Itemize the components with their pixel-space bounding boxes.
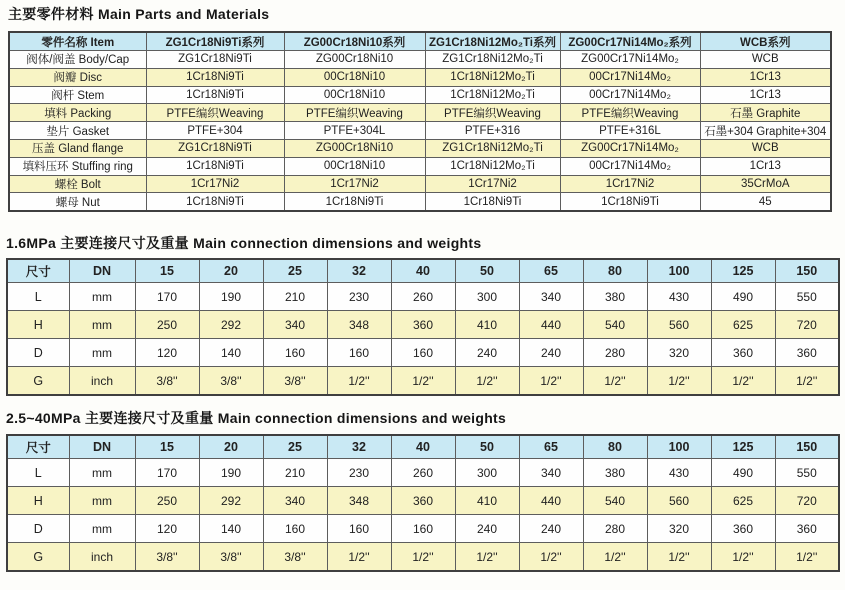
row-label: D xyxy=(7,515,69,543)
table-cell: 石墨 Graphite xyxy=(700,104,831,122)
table-cell: PTFE+304L xyxy=(284,122,425,140)
table-cell: 360 xyxy=(391,311,455,339)
table-cell: 1Cr13 xyxy=(700,68,831,86)
table-cell: 1/2'' xyxy=(775,543,839,572)
table-cell: 3/8'' xyxy=(199,543,263,572)
table-cell: 540 xyxy=(583,487,647,515)
table-cell: 720 xyxy=(775,487,839,515)
table-cell: 1/2'' xyxy=(775,367,839,396)
table-row xyxy=(9,51,831,69)
table-cell: ZG00Cr18Ni10 xyxy=(284,139,425,157)
column-header: 50 xyxy=(455,435,519,459)
column-header: 80 xyxy=(583,435,647,459)
table-cell: WCB xyxy=(700,51,831,69)
table-row xyxy=(9,193,831,211)
row-label: 阀杆 Stem xyxy=(9,86,146,104)
column-header: 尺寸 xyxy=(7,259,69,283)
table-cell: 280 xyxy=(583,339,647,367)
table-row xyxy=(7,487,839,515)
column-header: 65 xyxy=(519,435,583,459)
table-cell: mm xyxy=(69,283,135,311)
table-cell: 240 xyxy=(455,339,519,367)
table-cell: inch xyxy=(69,543,135,572)
column-header: WCB系列 xyxy=(700,32,831,51)
table-cell: 1/2'' xyxy=(391,543,455,572)
table-cell: 1Cr18Ni12Mo₂Ti xyxy=(425,86,560,104)
row-label: D xyxy=(7,339,69,367)
table-cell: mm xyxy=(69,487,135,515)
column-header: 25 xyxy=(263,435,327,459)
column-header: DN xyxy=(69,259,135,283)
table-row xyxy=(9,122,831,140)
table-cell: 250 xyxy=(135,311,199,339)
column-header: 100 xyxy=(647,435,711,459)
table-cell: 280 xyxy=(583,515,647,543)
table-cell: 1Cr17Ni2 xyxy=(425,175,560,193)
table-cell: 292 xyxy=(199,487,263,515)
table-cell: ZG1Cr18Ni12Mo₂Ti xyxy=(425,51,560,69)
table-cell: 00Cr18Ni10 xyxy=(284,68,425,86)
table-cell: mm xyxy=(69,459,135,487)
table-row xyxy=(7,515,839,543)
table-cell: 120 xyxy=(135,515,199,543)
table-cell: 1Cr18Ni9Ti xyxy=(425,193,560,211)
table-cell: mm xyxy=(69,339,135,367)
table-row xyxy=(9,104,831,122)
row-label: G xyxy=(7,367,69,396)
table-cell: WCB xyxy=(700,139,831,157)
table-cell: 230 xyxy=(327,283,391,311)
table-cell: 1Cr18Ni12Mo₂Ti xyxy=(425,68,560,86)
column-header: 50 xyxy=(455,259,519,283)
table-cell: 550 xyxy=(775,459,839,487)
table-cell: 3/8'' xyxy=(199,367,263,396)
dimensions-2-5-40mpa-section-title: 2.5~40MPa 主要连接尺寸及重量 Main connection dimensions and weights xyxy=(6,410,507,426)
table-cell: 1/2'' xyxy=(583,543,647,572)
table-cell: 260 xyxy=(391,459,455,487)
table-cell: 00Cr17Ni14Mo₂ xyxy=(560,68,700,86)
table-row xyxy=(7,311,839,339)
table-cell: 340 xyxy=(263,311,327,339)
table-cell: 1Cr17Ni2 xyxy=(284,175,425,193)
table-cell: 1Cr13 xyxy=(700,157,831,175)
table-row xyxy=(7,543,839,572)
table-cell: ZG1Cr18Ni12Mo₂Ti xyxy=(425,139,560,157)
row-label: H xyxy=(7,311,69,339)
column-header: 15 xyxy=(135,435,199,459)
table-cell: 3/8'' xyxy=(263,543,327,572)
table-cell: 1/2'' xyxy=(327,543,391,572)
table-cell: ZG1Cr18Ni9Ti xyxy=(146,51,284,69)
table-cell: 00Cr17Ni14Mo₂ xyxy=(560,157,700,175)
row-label: 压盖 Gland flange xyxy=(9,139,146,157)
table-cell: 540 xyxy=(583,311,647,339)
column-header: 40 xyxy=(391,435,455,459)
table-cell: 300 xyxy=(455,283,519,311)
table-cell: 360 xyxy=(391,487,455,515)
table-cell: inch xyxy=(69,367,135,396)
table-cell: ZG00Cr17Ni14Mo₂ xyxy=(560,51,700,69)
table-cell: 3/8'' xyxy=(135,367,199,396)
table-cell: 1/2'' xyxy=(455,367,519,396)
row-label: L xyxy=(7,459,69,487)
table-cell: 170 xyxy=(135,459,199,487)
table-cell: 210 xyxy=(263,459,327,487)
table-cell: mm xyxy=(69,515,135,543)
table-cell: 340 xyxy=(263,487,327,515)
table-cell: 140 xyxy=(199,515,263,543)
table-cell: 190 xyxy=(199,283,263,311)
table-cell: ZG00Cr17Ni14Mo₂ xyxy=(560,139,700,157)
row-label: 阀瓣 Disc xyxy=(9,68,146,86)
table-cell: 1Cr18Ni9Ti xyxy=(146,157,284,175)
table-cell: 300 xyxy=(455,459,519,487)
column-header: ZG1Cr18Ni9Ti系列 xyxy=(146,32,284,51)
table-cell: 348 xyxy=(327,487,391,515)
materials-section-title: 主要零件材料 Main Parts and Materials xyxy=(8,6,270,22)
table-cell: 3/8'' xyxy=(263,367,327,396)
table-cell: 1/2'' xyxy=(647,367,711,396)
table-row xyxy=(7,283,839,311)
column-header: 65 xyxy=(519,259,583,283)
dimensions-1-6mpa-section-title: 1.6MPa 主要连接尺寸及重量 Main connection dimensions and weights xyxy=(6,235,482,251)
table-cell: 340 xyxy=(519,283,583,311)
row-label: G xyxy=(7,543,69,572)
table-cell: 430 xyxy=(647,459,711,487)
table-cell: 00Cr18Ni10 xyxy=(284,157,425,175)
table-row xyxy=(9,157,831,175)
materials-header-row xyxy=(9,32,831,51)
table-row xyxy=(7,367,839,396)
column-header: 125 xyxy=(711,259,775,283)
table-cell: 160 xyxy=(263,515,327,543)
table-cell: 1Cr17Ni2 xyxy=(560,175,700,193)
table-cell: 1Cr18Ni9Ti xyxy=(560,193,700,211)
row-label: 螺栓 Bolt xyxy=(9,175,146,193)
row-label: 填料压环 Stuffing ring xyxy=(9,157,146,175)
table-cell: 240 xyxy=(455,515,519,543)
table-cell: 440 xyxy=(519,311,583,339)
table-cell: 1/2'' xyxy=(391,367,455,396)
table-cell: 560 xyxy=(647,311,711,339)
table-cell: 490 xyxy=(711,283,775,311)
table-cell: 1Cr18Ni9Ti xyxy=(284,193,425,211)
dimensions-header-row xyxy=(7,259,839,283)
column-header: 零件名称 Item xyxy=(9,32,146,51)
column-header: 尺寸 xyxy=(7,435,69,459)
row-label: 螺母 Nut xyxy=(9,193,146,211)
table-cell: PTFE+316 xyxy=(425,122,560,140)
table-cell: 360 xyxy=(711,339,775,367)
table-cell: 00Cr18Ni10 xyxy=(284,86,425,104)
table-cell: 190 xyxy=(199,459,263,487)
table-cell: 550 xyxy=(775,283,839,311)
table-cell: 230 xyxy=(327,459,391,487)
row-label: 阀体/阀盖 Body/Cap xyxy=(9,51,146,69)
table-cell: 石墨+304 Graphite+304 xyxy=(700,122,831,140)
table-cell: 380 xyxy=(583,283,647,311)
table-row xyxy=(7,339,839,367)
table-row xyxy=(9,86,831,104)
table-cell: 360 xyxy=(775,515,839,543)
table-cell: 3/8'' xyxy=(135,543,199,572)
table-cell: 440 xyxy=(519,487,583,515)
table-cell: 1Cr18Ni9Ti xyxy=(146,86,284,104)
table-cell: PTFE编织Weaving xyxy=(284,104,425,122)
table-cell: 1/2'' xyxy=(327,367,391,396)
column-header: 32 xyxy=(327,435,391,459)
table-cell: PTFE编织Weaving xyxy=(425,104,560,122)
dimensions-table-1-6mpa xyxy=(6,258,840,396)
table-cell: 1Cr18Ni9Ti xyxy=(146,193,284,211)
table-cell: PTFE编织Weaving xyxy=(560,104,700,122)
table-row xyxy=(7,459,839,487)
table-cell: 240 xyxy=(519,339,583,367)
column-header: DN xyxy=(69,435,135,459)
table-cell: 320 xyxy=(647,339,711,367)
table-cell: 292 xyxy=(199,311,263,339)
table-cell: 340 xyxy=(519,459,583,487)
table-cell: 560 xyxy=(647,487,711,515)
table-cell: 120 xyxy=(135,339,199,367)
table-cell: 1Cr17Ni2 xyxy=(146,175,284,193)
column-header: 100 xyxy=(647,259,711,283)
table-cell: 360 xyxy=(775,339,839,367)
column-header: 15 xyxy=(135,259,199,283)
table-cell: 1/2'' xyxy=(711,543,775,572)
table-cell: mm xyxy=(69,311,135,339)
table-cell: 140 xyxy=(199,339,263,367)
column-header: 32 xyxy=(327,259,391,283)
table-cell: 410 xyxy=(455,311,519,339)
table-cell: 625 xyxy=(711,487,775,515)
table-cell: 160 xyxy=(327,515,391,543)
table-cell: 625 xyxy=(711,311,775,339)
table-cell: 1Cr18Ni12Mo₂Ti xyxy=(425,157,560,175)
table-cell: 1/2'' xyxy=(711,367,775,396)
table-cell: ZG00Cr18Ni10 xyxy=(284,51,425,69)
table-cell: 1Cr18Ni9Ti xyxy=(146,68,284,86)
column-header: 80 xyxy=(583,259,647,283)
table-cell: 348 xyxy=(327,311,391,339)
table-cell: ZG1Cr18Ni9Ti xyxy=(146,139,284,157)
dimensions-table-2-5-40mpa xyxy=(6,434,840,572)
table-cell: 1/2'' xyxy=(647,543,711,572)
table-cell: 160 xyxy=(327,339,391,367)
row-label: 垫片 Gasket xyxy=(9,122,146,140)
column-header: 20 xyxy=(199,259,263,283)
table-cell: 1/2'' xyxy=(455,543,519,572)
column-header: 125 xyxy=(711,435,775,459)
table-row xyxy=(9,175,831,193)
table-cell: 210 xyxy=(263,283,327,311)
table-cell: 1Cr13 xyxy=(700,86,831,104)
column-header: ZG00Cr18Ni10系列 xyxy=(284,32,425,51)
column-header: 25 xyxy=(263,259,327,283)
column-header: 150 xyxy=(775,435,839,459)
table-cell: 170 xyxy=(135,283,199,311)
table-cell: 1/2'' xyxy=(519,543,583,572)
table-cell: 160 xyxy=(391,515,455,543)
column-header: ZG00Cr17Ni14Mo₂系列 xyxy=(560,32,700,51)
table-cell: 250 xyxy=(135,487,199,515)
table-row xyxy=(9,139,831,157)
table-cell: 260 xyxy=(391,283,455,311)
table-cell: 240 xyxy=(519,515,583,543)
row-label: L xyxy=(7,283,69,311)
table-cell: 1/2'' xyxy=(583,367,647,396)
table-cell: 45 xyxy=(700,193,831,211)
materials-table xyxy=(8,31,832,212)
table-cell: 430 xyxy=(647,283,711,311)
column-header: 40 xyxy=(391,259,455,283)
table-cell: 320 xyxy=(647,515,711,543)
column-header: ZG1Cr18Ni12Mo₂Ti系列 xyxy=(425,32,560,51)
table-cell: 160 xyxy=(263,339,327,367)
table-cell: 490 xyxy=(711,459,775,487)
table-cell: PTFE+316L xyxy=(560,122,700,140)
table-cell: 380 xyxy=(583,459,647,487)
table-cell: PTFE编织Weaving xyxy=(146,104,284,122)
table-cell: 360 xyxy=(711,515,775,543)
row-label: 填料 Packing xyxy=(9,104,146,122)
column-header: 150 xyxy=(775,259,839,283)
table-row xyxy=(9,68,831,86)
table-cell: 35CrMoA xyxy=(700,175,831,193)
column-header: 20 xyxy=(199,435,263,459)
table-cell: 720 xyxy=(775,311,839,339)
row-label: H xyxy=(7,487,69,515)
table-cell: 410 xyxy=(455,487,519,515)
table-cell: 160 xyxy=(391,339,455,367)
table-cell: PTFE+304 xyxy=(146,122,284,140)
table-cell: 00Cr17Ni14Mo₂ xyxy=(560,86,700,104)
dimensions-header-row xyxy=(7,435,839,459)
table-cell: 1/2'' xyxy=(519,367,583,396)
